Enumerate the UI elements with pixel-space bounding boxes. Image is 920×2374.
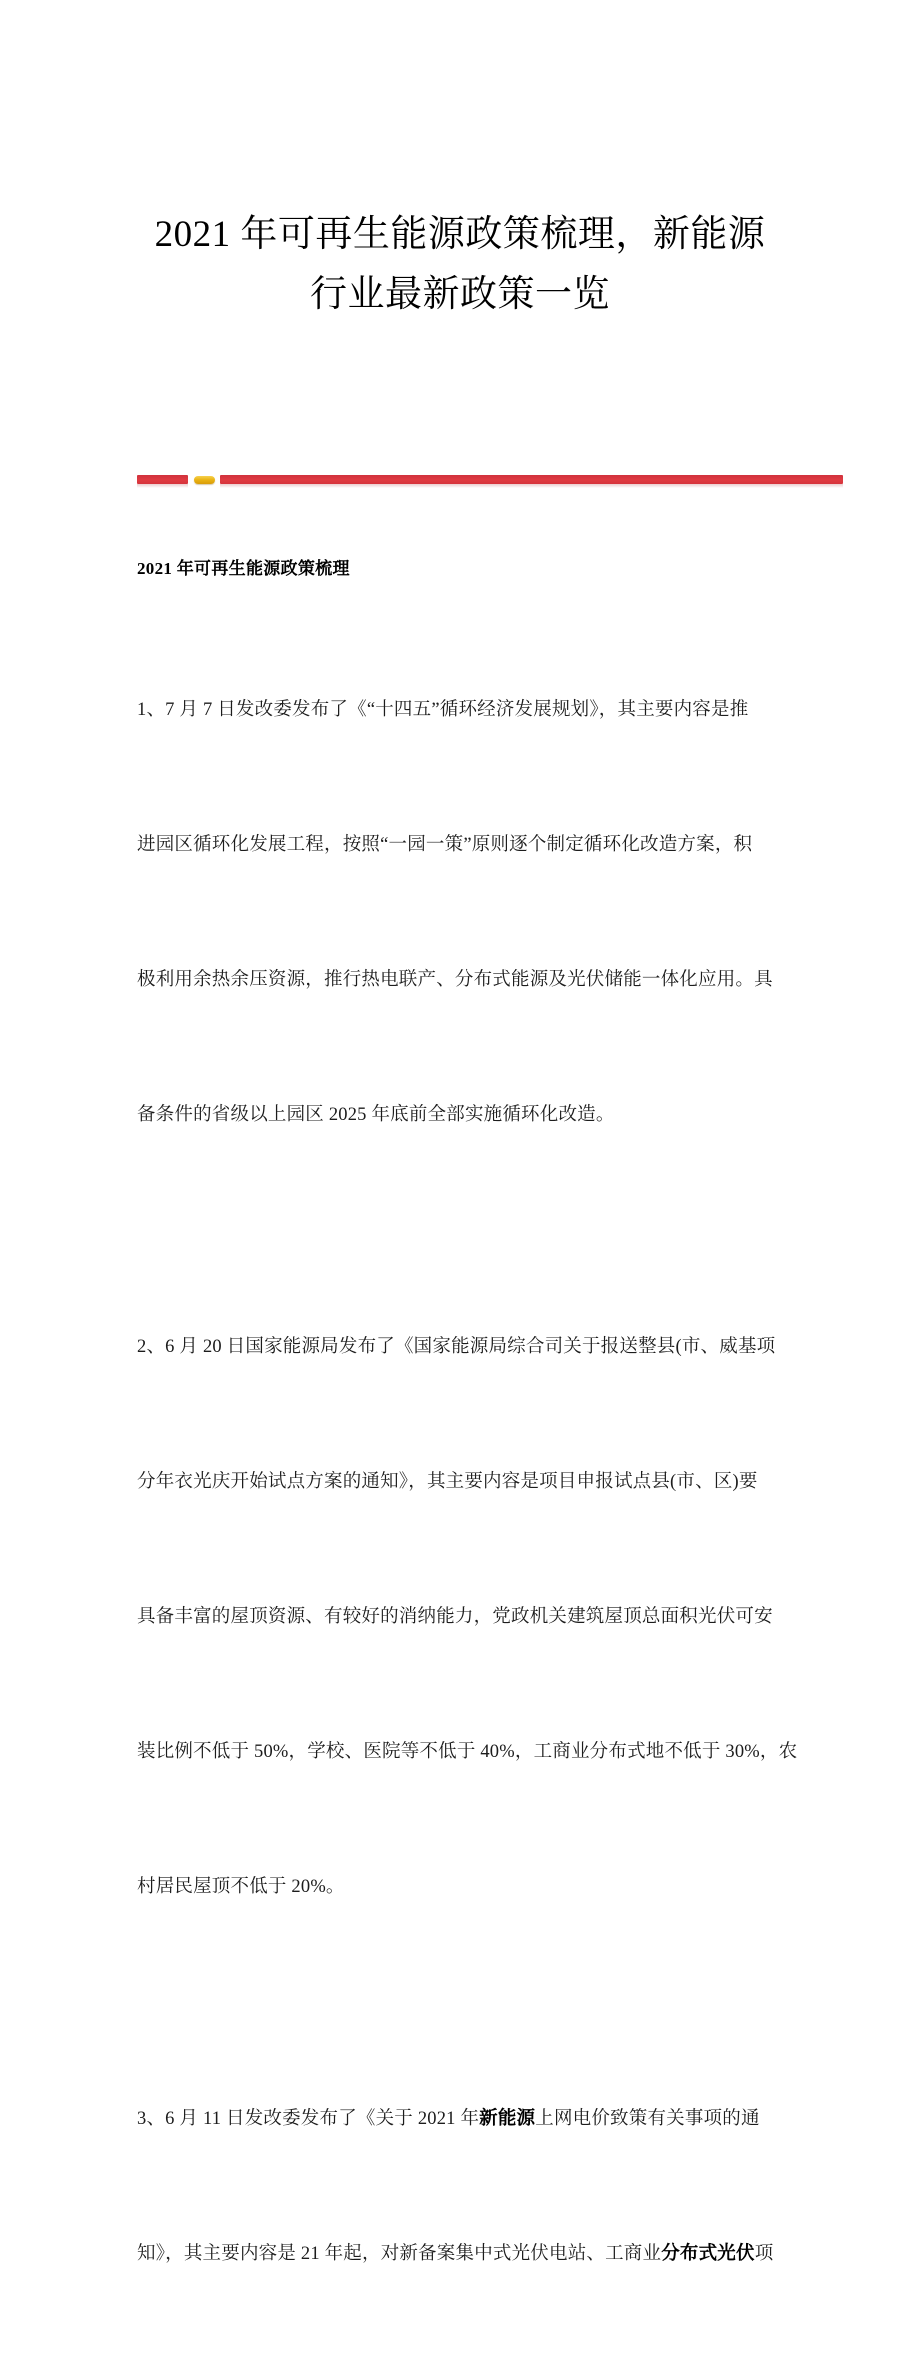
paragraph-line: 分年衣光庆开始试点方案的通知》，其主要内容是项目申报试点县(市、区)要 bbox=[137, 1471, 758, 1492]
emphasis-new-energy: 新能源 bbox=[479, 2108, 536, 2129]
paragraph-line: 进园区循环化发展工程，按照“一园一策”原则逐个制定循环化改造方案，积 bbox=[137, 834, 753, 855]
paragraph-text: 知》，其主要内容是 21 年起，对新备案集中式光伏电站、工商业 bbox=[137, 2243, 662, 2264]
paragraph-line: 1、7 月 7 日发改委发布了《“十四五”循环经济发展规划》，其主要内容是推 bbox=[137, 699, 749, 720]
paragraph-policy-1 bbox=[137, 598, 809, 1228]
paragraph-line bbox=[137, 2232, 809, 2277]
paragraph-policy-3 bbox=[137, 2007, 809, 2367]
paragraph-line bbox=[137, 2097, 809, 2142]
paragraph-line: 村居民屋顶不低于 20%。 bbox=[137, 1876, 345, 1897]
paragraph-policy-2 bbox=[137, 1235, 809, 2000]
paragraph-line: 极利用余热余压资源，推行热电联产、分布式能源及光伏储能一体化应用。具 bbox=[137, 969, 773, 990]
decorative-divider bbox=[137, 470, 843, 490]
paragraph-line: 2、6 月 20 日国家能源局发布了《国家能源局综合司关于报送整县(市、威基项 bbox=[137, 1336, 776, 1357]
divider-gem-icon bbox=[194, 476, 215, 484]
paragraph-text: 上网电价致策有关事项的通 bbox=[535, 2108, 760, 2129]
page-title-line-1: 2021 年可再生能源政策梳理，新能源 bbox=[154, 214, 766, 255]
paragraph-line: 具备丰富的屋顶资源、有较好的消纳能力，党政机关建筑屋顶总面积光伏可安 bbox=[137, 1606, 773, 1627]
page-title-line-2: 行业最新政策一览 bbox=[310, 273, 610, 315]
page-title bbox=[110, 205, 810, 325]
paragraph-text: 项 bbox=[754, 2243, 774, 2264]
paragraph-line: 备条件的省级以上园区 2025 年底前全部实施循环化改造。 bbox=[137, 1104, 615, 1125]
emphasis-distributed-pv: 分布式光伏 bbox=[661, 2243, 755, 2264]
paragraph-text: 3、6 月 11 日发改委发布了《关于 2021 年 bbox=[137, 2108, 480, 2129]
divider-segment-right bbox=[220, 475, 843, 484]
divider-segment-left bbox=[137, 475, 188, 484]
section-heading: 2021 年可再生能源政策梳理 bbox=[137, 559, 350, 578]
paragraph-line: 装比例不低于 50%，学校、医院等不低于 40%，工商业分布式地不低于 30%，农 bbox=[137, 1741, 798, 1762]
document-body bbox=[137, 556, 809, 2374]
